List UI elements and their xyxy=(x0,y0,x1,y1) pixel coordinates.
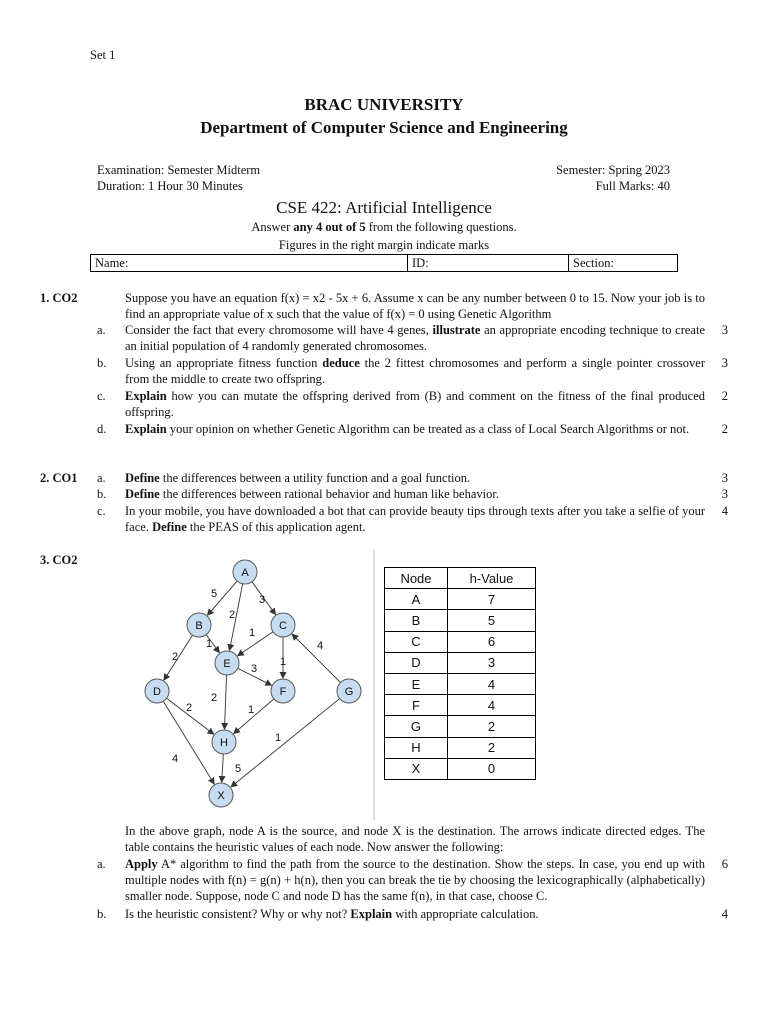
svg-text:F: F xyxy=(279,686,287,698)
svg-text:X: X xyxy=(217,790,225,802)
hvalue-cell: 6 xyxy=(447,631,535,652)
q2b-text: Define the differences between rational behavior and human like behavior. xyxy=(125,487,499,501)
edge-weight-a-b: 5 xyxy=(211,588,218,600)
hvalue-cell: 2 xyxy=(447,716,535,737)
svg-text:A: A xyxy=(241,567,249,579)
graph-node-c xyxy=(271,613,295,637)
heuristic-table xyxy=(384,567,536,780)
edge-weight-d-h: 2 xyxy=(186,702,193,714)
q1-number: 1. CO2 xyxy=(40,291,78,305)
node-cell: G xyxy=(385,716,448,737)
table-row xyxy=(385,652,536,673)
q1b-label: b. xyxy=(97,356,107,370)
q2b-label: b. xyxy=(97,487,107,501)
q1b-text: Using an appropriate fitness function deduce the 2 fittest chromosomes and perform a single pointer crossover from the middle to create two offspring. xyxy=(125,356,705,386)
svg-text:E: E xyxy=(223,658,231,670)
q1-intro: Suppose you have an equation f(x) = x2 - 5x + 6. Assume x can be any number between 0 to 15. Now your job is to find an appropriate value of x such that the value of f(x) = 0 using Genetic Algorithm xyxy=(125,291,705,321)
svg-text:D: D xyxy=(153,686,161,698)
hvalue-cell: 4 xyxy=(447,673,535,694)
hvalue-cell: 2 xyxy=(447,737,535,758)
edge-c-e xyxy=(238,632,273,656)
graph-node-b xyxy=(187,613,211,637)
marks-instruction: Figures in the right margin indicate marks xyxy=(278,238,490,252)
hvalue-cell: 0 xyxy=(447,758,535,779)
edge-weight-h-x: 5 xyxy=(235,763,242,775)
node-cell: F xyxy=(385,695,448,716)
edge-e-h xyxy=(224,675,226,729)
edge-weight-a-c: 3 xyxy=(259,594,266,606)
q2a-marks: 3 xyxy=(721,471,728,485)
exam-type: Examination: Semester Midterm xyxy=(97,163,261,177)
hvalue-cell: 7 xyxy=(447,589,535,610)
q1c-marks: 2 xyxy=(721,389,728,403)
edge-weight-c-e: 1 xyxy=(249,627,256,639)
q2c-label: c. xyxy=(97,504,106,518)
graph-node-x xyxy=(209,783,233,807)
table-row xyxy=(385,610,536,631)
svg-text:C: C xyxy=(279,620,287,632)
table-row xyxy=(385,631,536,652)
edge-weight-c-f: 1 xyxy=(280,656,287,668)
q1a-marks: 3 xyxy=(721,323,728,337)
edge-b-d xyxy=(164,635,193,680)
q1c-text: Explain how you can mutate the offspring derived from (B) and comment on the fitness of the final produced offspring. xyxy=(125,389,705,419)
q1c-label: c. xyxy=(97,389,106,403)
q3b-marks: 4 xyxy=(721,907,728,921)
student-info-table xyxy=(90,254,678,272)
table-row xyxy=(385,737,536,758)
svg-text:H: H xyxy=(220,737,228,749)
table-row xyxy=(385,758,536,779)
svg-text:G: G xyxy=(344,686,354,698)
edge-weight-f-h: 1 xyxy=(248,704,255,716)
node-cell: D xyxy=(385,652,448,673)
semester: Semester: Spring 2023 xyxy=(556,163,670,177)
edge-weight-g-x: 1 xyxy=(275,732,282,744)
q1d-text: Explain your opinion on whether Genetic Algorithm can be treated as a class of Local Search Algorithms or not. xyxy=(125,422,690,436)
table-row xyxy=(385,716,536,737)
node-cell: B xyxy=(385,610,448,631)
edge-weight-d-x: 4 xyxy=(172,753,179,765)
col-node-header: Node xyxy=(385,568,448,589)
section-field[interactable]: Section: xyxy=(569,255,678,272)
q1b-marks: 3 xyxy=(721,356,728,370)
node-cell: E xyxy=(385,673,448,694)
q2b-marks: 3 xyxy=(721,487,728,501)
edge-weight-b-d: 2 xyxy=(172,651,179,663)
edge-weight-a-e: 2 xyxy=(229,609,236,621)
graph-node-e xyxy=(215,651,239,675)
q2-number: 2. CO1 xyxy=(40,471,78,485)
graph-node-a xyxy=(233,560,257,584)
exam-duration: Duration: 1 Hour 30 Minutes xyxy=(97,179,243,193)
full-marks: Full Marks: 40 xyxy=(595,179,670,193)
table-row xyxy=(385,589,536,610)
node-cell: H xyxy=(385,737,448,758)
graph-node-h xyxy=(212,730,236,754)
q2c-text: In your mobile, you have downloaded a bot that can provide beauty tips through texts after you take a selfie of your face. Define the PEAS of this application agent. xyxy=(125,504,705,534)
q2c-marks: 4 xyxy=(721,504,728,518)
name-field[interactable]: Name: xyxy=(91,255,408,272)
heuristic-table-header xyxy=(385,568,536,589)
table-row xyxy=(385,673,536,694)
q1a-label: a. xyxy=(97,323,106,337)
graph-node-f xyxy=(271,679,295,703)
answer-instruction: Answer any 4 out of 5 from the following questions. xyxy=(251,220,517,234)
edge-h-x xyxy=(222,754,224,782)
q1d-marks: 2 xyxy=(721,422,728,436)
hvalue-cell: 4 xyxy=(447,695,535,716)
q1a-text: Consider the fact that every chromosome will have 4 genes, illustrate an appropriate encoding technique to create an initial population of 4 randomly generated chromosomes. xyxy=(125,323,705,353)
edge-weight-e-h: 2 xyxy=(211,692,218,704)
edge-weight-b-e: 1 xyxy=(206,638,213,650)
hvalue-cell: 3 xyxy=(447,652,535,673)
q3a-label: a. xyxy=(97,857,106,871)
graph-node-d xyxy=(145,679,169,703)
q1d-label: d. xyxy=(97,422,107,436)
search-graph xyxy=(120,548,380,823)
edge-weight-e-f: 3 xyxy=(251,663,258,675)
node-cell: X xyxy=(385,758,448,779)
q3-intro: In the above graph, node A is the source, and node X is the destination. The arrows indicate directed edges. The table contains the heuristic values of each node. Now answer the following: xyxy=(125,824,705,854)
q3a-text: Apply A* algorithm to find the path from the source to the destination. Show the steps. In case, you end up with multiple nodes with f(n) = g(n) + h(n), then you can break the tie by choosing the lexicographically (alphabetically) smaller node. Suppose, node C and node D has the same f(n), in that case, choose C. xyxy=(125,857,705,903)
node-cell: A xyxy=(385,589,448,610)
id-field[interactable]: ID: xyxy=(408,255,569,272)
university-name: BRAC UNIVERSITY xyxy=(304,95,464,114)
table-row xyxy=(385,695,536,716)
node-cell: C xyxy=(385,631,448,652)
q3-number: 3. CO2 xyxy=(40,553,78,567)
q2a-label: a. xyxy=(97,471,106,485)
hvalue-cell: 5 xyxy=(447,610,535,631)
q3b-text: Is the heuristic consistent? Why or why not? Explain with appropriate calculation. xyxy=(125,907,539,921)
department-name: Department of Computer Science and Engineering xyxy=(200,118,568,137)
col-hvalue-header: h-Value xyxy=(447,568,535,589)
set-label: Set 1 xyxy=(90,48,116,62)
svg-text:B: B xyxy=(195,620,203,632)
edge-weight-g-c: 4 xyxy=(317,640,324,652)
graph-node-g xyxy=(337,679,361,703)
q3a-marks: 6 xyxy=(721,857,728,871)
q3b-label: b. xyxy=(97,907,107,921)
course-title: CSE 422: Artificial Intelligence xyxy=(276,198,492,217)
q2a-text: Define the differences between a utility function and a goal function. xyxy=(125,471,471,485)
